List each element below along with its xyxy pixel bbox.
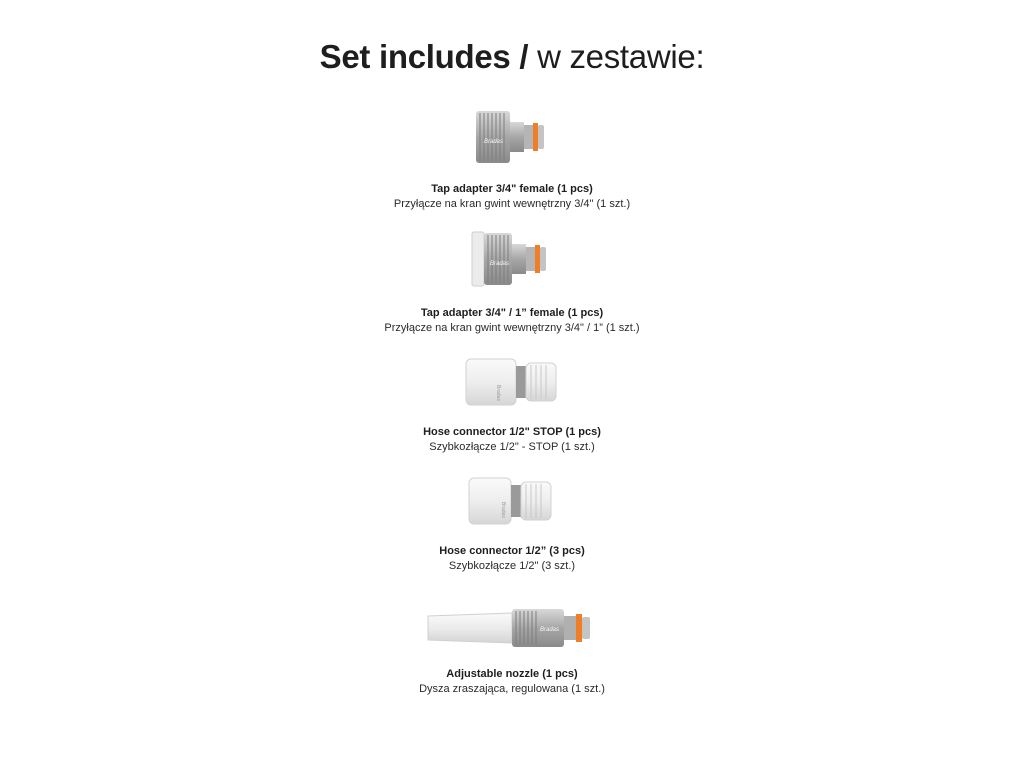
item-name-en: Tap adapter 3/4" female (1 pcs) — [431, 183, 593, 195]
svg-text:Bradas: Bradas — [495, 385, 501, 401]
page-title — [0, 38, 1024, 76]
hose-connector-stop-icon — [464, 357, 560, 407]
hose-connector-image — [0, 476, 1024, 526]
item-name-pl: Przyłącze na kran gwint wewnętrzny 3/4" / 1” (1 szt.) — [384, 322, 640, 334]
adjustable-nozzle-icon — [426, 606, 598, 650]
tap-adapter-image — [0, 108, 1024, 166]
svg-text:Bradas: Bradas — [484, 139, 504, 145]
hose-connector-icon — [467, 476, 557, 526]
adjustable-nozzle-image — [0, 606, 1024, 650]
item-name-pl: Szybkozłącze 1/2" (3 szt.) — [448, 560, 576, 572]
list-item — [0, 667, 1024, 697]
svg-text:Bradas: Bradas — [540, 627, 560, 633]
list-item — [0, 425, 1024, 455]
svg-text:Bradas: Bradas — [500, 502, 506, 518]
title-bold: Set includes / — [319, 38, 529, 75]
list-item — [0, 182, 1024, 212]
item-name-pl: Dysza zraszająca, regulowana (1 szt.) — [419, 683, 605, 695]
svg-text:Bradas: Bradas — [490, 261, 510, 267]
tap-adapter-large-icon — [470, 229, 554, 289]
item-name-en: Hose connector 1/2" STOP (1 pcs) — [423, 426, 601, 438]
item-name-pl: Przyłącze na kran gwint wewnętrzny 3/4" (1 szt.) — [393, 198, 631, 210]
item-name-pl: Szybkozłącze 1/2" - STOP (1 szt.) — [429, 441, 595, 453]
list-item — [0, 306, 1024, 336]
hose-connector-stop-image — [0, 357, 1024, 407]
list-item — [0, 544, 1024, 574]
tap-adapter-large-image — [0, 229, 1024, 289]
tap-adapter-icon — [472, 108, 552, 166]
item-name-en: Adjustable nozzle (1 pcs) — [446, 668, 578, 680]
item-name-en: Tap adapter 3/4" / 1” female (1 pcs) — [420, 307, 604, 319]
item-name-en: Hose connector 1/2” (3 pcs) — [439, 545, 585, 557]
title-light: w zestawie: — [537, 38, 705, 75]
